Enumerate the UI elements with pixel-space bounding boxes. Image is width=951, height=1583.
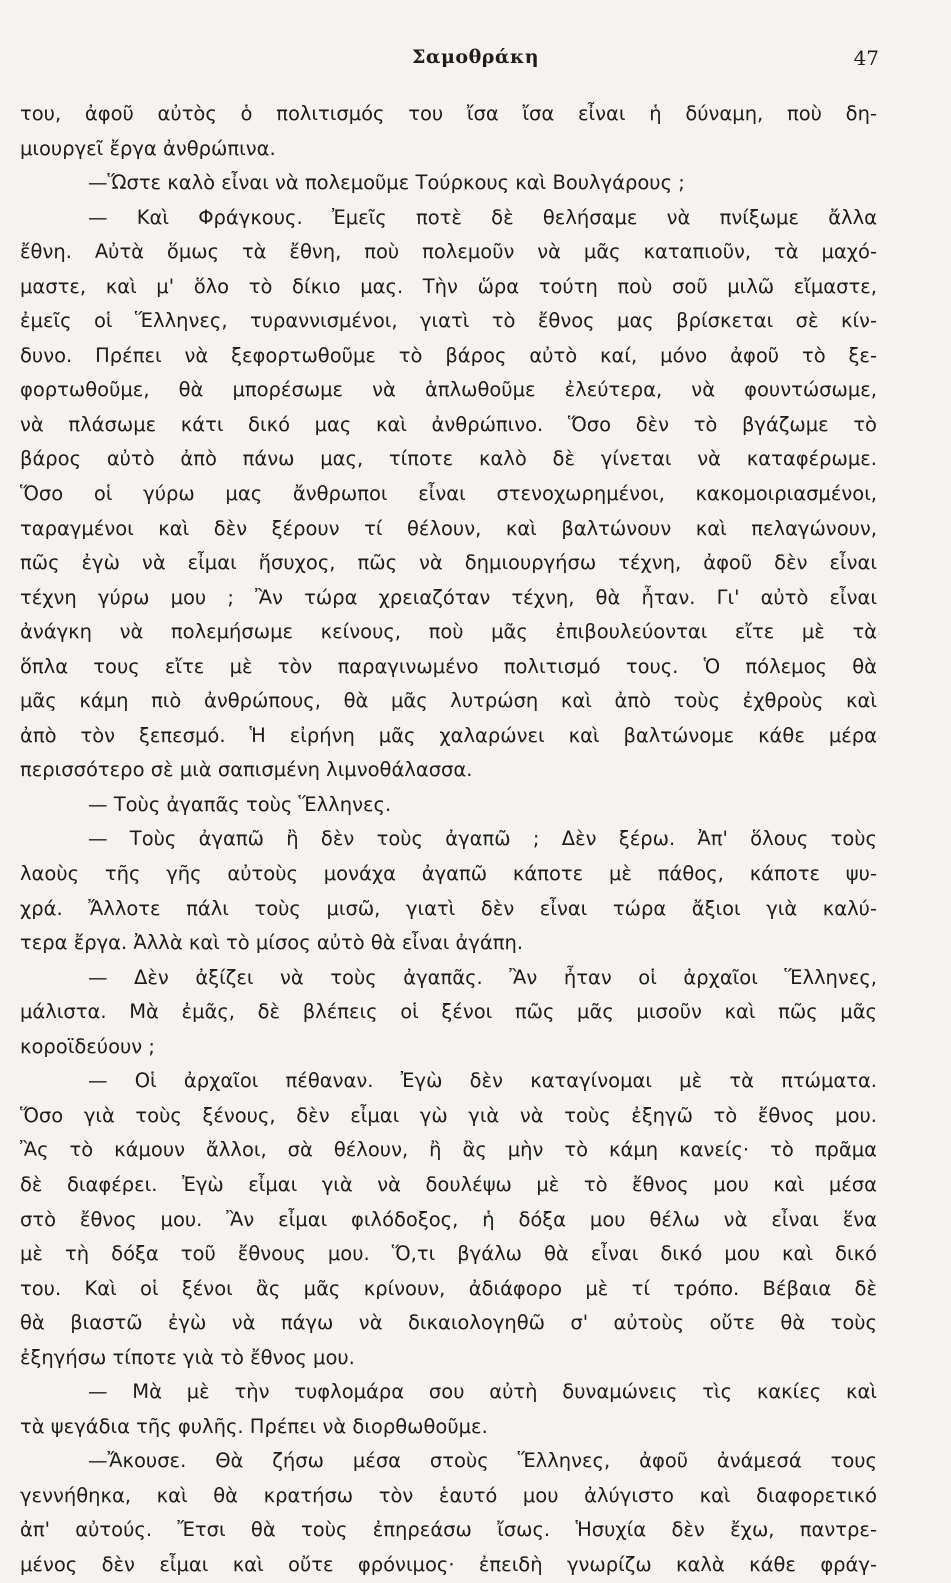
text-line: ἐμεῖς οἱ Ἕλληνες, τυραννισμένοι, γιατὶ τὸ ἔθνος μας βρίσκεται σὲ κίν- [20, 309, 877, 333]
text-line: Ὅσο γιὰ τοὺς ξένους, δὲν εἶμαι γὼ γιὰ νὰ τοὺς ἐξηγῶ τὸ ἔθνος μου. [20, 1103, 877, 1127]
text-line: — Τοὺς ἀγαπῶ ἢ δὲν τοὺς ἀγαπῶ ; Δὲν ξέρω. Ἀπ' ὅλους τοὺς [88, 827, 877, 851]
text-line: μένος δὲν εἶμαι καὶ οὔτε φρόνιμος· ἐπειδὴ γνωρίζω καλὰ κάθε φράγ- [20, 1552, 877, 1576]
text-line: —Ἄκουσε. Θὰ ζήσω μέσα στοὺς Ἕλληνες, ἀφοῦ ἀνάμεσά τους [88, 1449, 877, 1473]
text-line: ταραγμένοι καὶ δὲν ξέρουν τί θέλουν, καὶ βαλτώνουν καὶ πελαγώνουν, [20, 516, 877, 540]
text-body [20, 97, 877, 1583]
text-line: — Δὲν ἀξίζει νὰ τοὺς ἀγαπᾶς. Ἂν ἦταν οἱ ἀρχαῖοι Ἕλληνες, [88, 965, 877, 989]
text-line: δὲ διαφέρει. Ἐγὼ εἶμαι γιὰ νὰ δουλέψω μὲ τὸ ἔθνος μου καὶ μέσα [20, 1172, 877, 1196]
text-line: — Μὰ μὲ τὴν τυφλομάρα σου αὐτὴ δυναμώνεις τὶς κακίες καὶ [88, 1380, 877, 1404]
text-line: γεννήθηκα, καὶ θὰ κρατήσω τὸν ἑαυτό μου ἀλύγιστο καὶ διαφορετικό [20, 1483, 877, 1507]
text-line: του. Καὶ οἱ ξένοι ἂς μᾶς κρίνουν, ἀδιάφορο μὲ τί τρόπο. Βέβαια δὲ [20, 1276, 877, 1300]
text-line: ὅπλα τους εἴτε μὲ τὸν παραγινωμένο πολιτισμό τους. Ὁ πόλεμος θὰ [20, 654, 877, 678]
text-line: ἀπ' αὐτούς. Ἔτσι θὰ τοὺς ἐπηρεάσω ἴσως. Ἡσυχία δὲν ἔχω, παντρε- [20, 1518, 877, 1542]
text-line: ἀνάγκη νὰ πολεμήσωμε κείνους, ποὺ μᾶς ἐπιβουλεύονται εἴτε μὲ τὰ [20, 620, 877, 644]
text-line: στὸ ἔθνος μου. Ἂν εἶμαι φιλόδοξος, ἡ δόξα μου θέλω νὰ εἶναι ἕνα [20, 1207, 877, 1231]
text-line: θὰ βιαστῶ ἐγὼ νὰ πάγω νὰ δικαιολογηθῶ σ' αὐτοὺς οὔτε θὰ τοὺς [20, 1311, 877, 1335]
text-line: ἐξηγήσω τίποτε γιὰ τὸ ἔθνος μου. [20, 1345, 355, 1369]
text-line: μᾶς κάμη πιὸ ἀνθρώπους, θὰ μᾶς λυτρώση καὶ ἀπὸ τοὺς ἐχθροὺς καὶ [20, 689, 877, 713]
text-line: τέχνη γύρω μου ; Ἂν τώρα χρειαζόταν τέχνη, θὰ ἦταν. Γι' αὐτὸ εἶναι [20, 585, 877, 609]
text-line: μιουργεῖ ἔργα ἀνθρώπινα. [20, 136, 276, 160]
text-line: πῶς ἐγὼ νὰ εἶμαι ἥσυχος, πῶς νὰ δημιουργήσω τέχνη, ἀφοῦ δὲν εἶναι [20, 551, 877, 575]
text-line: μαστε, καὶ μ' ὅλο τὸ δίκιο μας. Τὴν ὥρα τούτη ποὺ σοῦ μιλῶ εἴμαστε, [20, 274, 877, 298]
text-line: Ὅσο οἱ γύρω μας ἄνθρωποι εἶναι στενοχωρημένοι, κακομοιριασμένοι, [20, 482, 877, 506]
text-line: κοροϊδεύουν ; [20, 1034, 155, 1058]
text-line: χρά. Ἄλλοτε πάλι τοὺς μισῶ, γιατὶ δὲν εἶναι τώρα ἄξιοι γιὰ καλύ- [20, 896, 877, 920]
text-line: τερα ἔργα. Ἀλλὰ καὶ τὸ μίσος αὐτὸ θὰ εἶναι ἀγάπη. [20, 931, 524, 955]
text-line: —Ὥστε καλὸ εἶναι νὰ πολεμοῦμε Τούρκους καὶ Βουλγάρους ; [88, 171, 685, 195]
text-line: βάρος αὐτὸ ἀπὸ πάνω μας, τίποτε καλὸ δὲ γίνεται νὰ καταφέρωμε. [20, 447, 877, 471]
text-line: νὰ πλάσωμε κάτι δικό μας καὶ ἀνθρώπινο. Ὅσο δὲν τὸ βγάζωμε τὸ [20, 412, 877, 436]
text-line: — Οἱ ἀρχαῖοι πέθαναν. Ἐγὼ δὲν καταγίνομαι μὲ τὰ πτώματα. [88, 1069, 877, 1093]
text-line: — Τοὺς ἀγαπᾶς τοὺς Ἕλληνες. [88, 792, 392, 816]
text-line: Ἂς τὸ κάμουν ἄλλοι, σὰ θέλουν, ἢ ἂς μὴν τὸ κάμη κανείς· τὸ πρᾶμα [20, 1138, 877, 1162]
page-number: 47 [853, 46, 879, 70]
text-line: ἔθνη. Αὐτὰ ὅμως τὰ ἔθνη, ποὺ πολεμοῦν νὰ μᾶς καταπιοῦν, τὰ μαχό- [20, 240, 877, 264]
text-line: ἀπὸ τὸν ξεπεσμό. Ἡ εἰρήνη μᾶς χαλαρώνει καὶ βαλτώνομε κάθε μέρα [20, 723, 877, 747]
text-line: τὰ ψεγάδια τῆς φυλῆς. Πρέπει νὰ διορθωθοῦμε. [20, 1414, 488, 1438]
text-line: του, ἀφοῦ αὐτὸς ὁ πολιτισμός του ἴσα ἴσα εἶναι ἡ δύναμη, ποὺ δη- [20, 102, 877, 125]
text-line: δυνο. Πρέπει νὰ ξεφορτωθοῦμε τὸ βάρος αὐτὸ καί, μόνο ἀφοῦ τὸ ξε- [20, 343, 877, 367]
text-line: — Καὶ Φράγκους. Ἐμεῖς ποτὲ δὲ θελήσαμε νὰ πνίξωμε ἄλλα [88, 205, 877, 229]
running-title: Σαμοθράκη [411, 46, 540, 68]
text-line: μὲ τὴ δόξα τοῦ ἔθνους μου. Ὅ,τι βγάλω θὰ εἶναι δικό μου καὶ δικό [20, 1242, 877, 1266]
text-line: λαοὺς τῆς γῆς αὐτοὺς μονάχα ἀγαπῶ κάποτε μὲ πάθος, κάποτε ψυ- [20, 862, 877, 886]
running-header [0, 46, 951, 80]
text-line: περισσότερο σὲ μιὰ σαπισμένη λιμνοθάλασσα. [20, 758, 473, 782]
text-line: μάλιστα. Μὰ ἐμᾶς, δὲ βλέπεις οἱ ξένοι πῶς μᾶς μισοῦν καὶ πῶς μᾶς [20, 1000, 877, 1024]
text-line: φορτωθοῦμε, θὰ μπορέσωμε νὰ ἁπλωθοῦμε ἐλεύτερα, νὰ φουντώσωμε, [20, 378, 877, 402]
